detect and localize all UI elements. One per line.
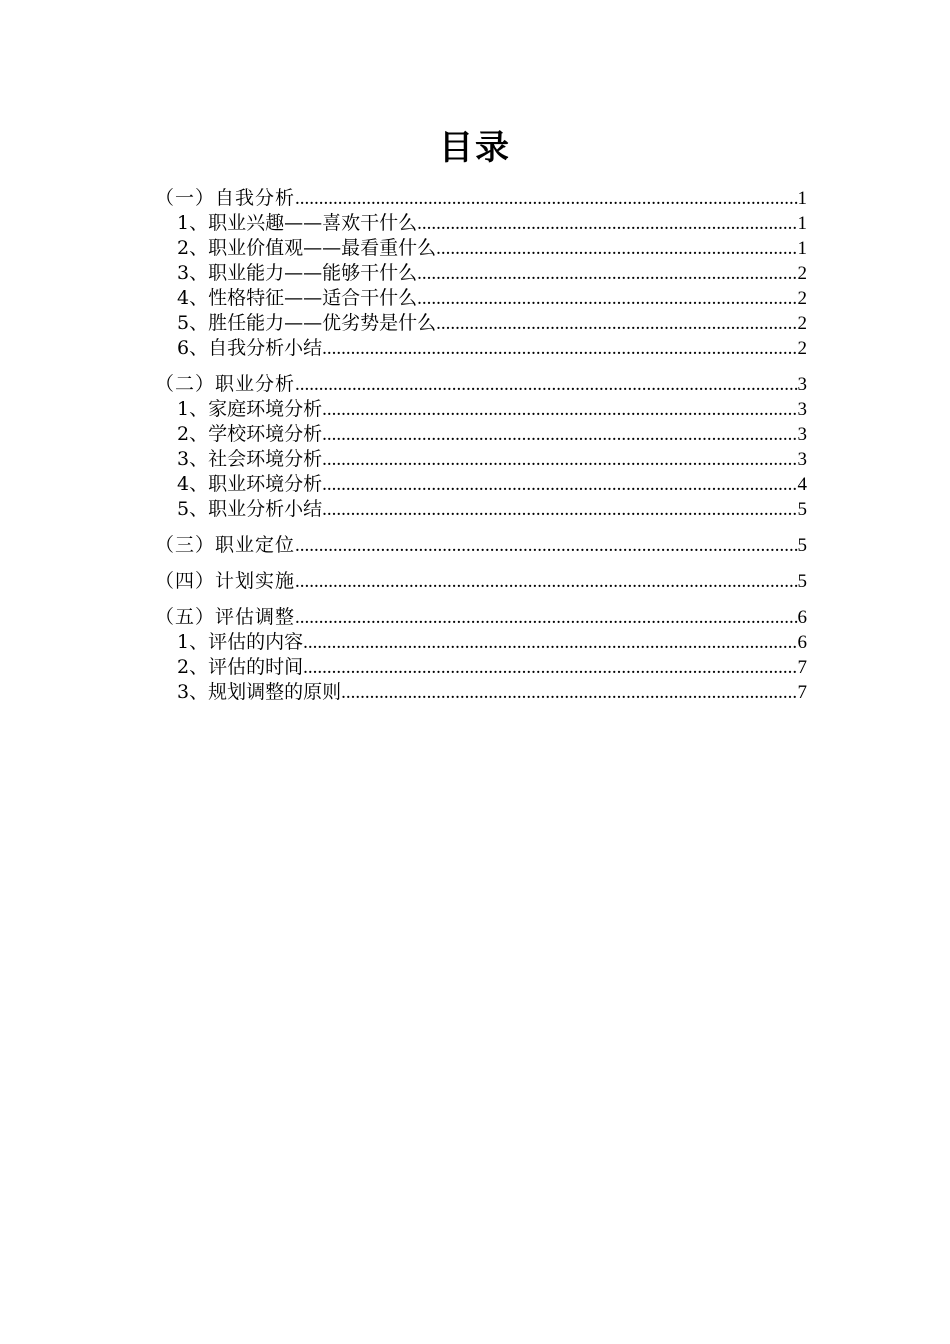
toc-subsection-label: 3、职业能力——能够干什么 (177, 262, 418, 284)
toc-page-number: 1 (797, 188, 807, 209)
toc-subsection[interactable] (155, 680, 807, 705)
toc-page-number: 2 (797, 288, 807, 309)
toc-subsection-label: 4、职业环境分析 (177, 473, 323, 495)
dot-leader (341, 680, 797, 705)
dot-leader (417, 261, 797, 286)
dot-leader (322, 422, 797, 447)
dot-leader (295, 605, 797, 630)
toc-subsection[interactable] (155, 630, 807, 655)
page-title: 目录 (439, 128, 511, 168)
dot-leader (295, 372, 797, 397)
toc-subsection-label: 2、评估的时间 (177, 656, 304, 678)
toc-section[interactable] (155, 372, 807, 397)
toc-subsection-label: 5、胜任能力——优劣势是什么 (177, 312, 437, 334)
toc-subsection-label: 2、学校环境分析 (177, 423, 323, 445)
toc-subsection[interactable] (155, 447, 807, 472)
toc-subsection[interactable] (155, 397, 807, 422)
toc-subsection[interactable] (155, 286, 807, 311)
toc-section-label: （五）评估调整 (155, 606, 296, 628)
toc-subsection[interactable] (155, 336, 807, 361)
toc-section[interactable] (155, 186, 807, 211)
toc-subsection-label: 1、评估的内容 (177, 631, 304, 653)
table-of-contents (155, 186, 807, 705)
dot-leader (303, 655, 797, 680)
toc-subsection[interactable] (155, 261, 807, 286)
toc-page-number: 3 (797, 374, 807, 395)
toc-page-number: 3 (797, 399, 807, 420)
dot-leader (322, 397, 797, 422)
toc-subsection[interactable] (155, 422, 807, 447)
toc-section[interactable] (155, 605, 807, 630)
dot-leader (295, 186, 797, 211)
toc-page-number: 6 (797, 632, 807, 653)
toc-subsection[interactable] (155, 655, 807, 680)
dot-leader (322, 497, 797, 522)
toc-subsection[interactable] (155, 497, 807, 522)
toc-section[interactable] (155, 569, 807, 594)
toc-page-number: 3 (797, 449, 807, 470)
dot-leader (295, 533, 797, 558)
dot-leader (295, 569, 797, 594)
dot-leader (417, 211, 797, 236)
toc-subsection-label: 4、性格特征——适合干什么 (177, 287, 418, 309)
toc-subsection[interactable] (155, 472, 807, 497)
toc-subsection-label: 6、自我分析小结 (177, 337, 323, 359)
toc-section-label: （二）职业分析 (155, 373, 296, 395)
toc-page-number: 1 (797, 238, 807, 259)
toc-page-number: 7 (797, 682, 807, 703)
toc-page-number: 4 (797, 474, 807, 495)
toc-page-number: 6 (797, 607, 807, 628)
dot-leader (436, 236, 797, 261)
toc-page-number: 2 (797, 263, 807, 284)
toc-subsection-label: 5、职业分析小结 (177, 498, 323, 520)
toc-page-number: 5 (797, 499, 807, 520)
toc-subsection[interactable] (155, 236, 807, 261)
toc-page-number: 2 (797, 338, 807, 359)
dot-leader (322, 447, 797, 472)
toc-subsection-label: 1、家庭环境分析 (177, 398, 323, 420)
toc-page-number: 5 (797, 535, 807, 556)
toc-page-number: 5 (797, 571, 807, 592)
toc-subsection-label: 3、社会环境分析 (177, 448, 323, 470)
toc-page-number: 7 (797, 657, 807, 678)
toc-subsection[interactable] (155, 311, 807, 336)
dot-leader (436, 311, 797, 336)
dot-leader (303, 630, 797, 655)
toc-subsection[interactable] (155, 211, 807, 236)
toc-page-number: 2 (797, 313, 807, 334)
dot-leader (322, 472, 797, 497)
toc-page-number: 1 (797, 213, 807, 234)
toc-page-number: 3 (797, 424, 807, 445)
toc-subsection-label: 2、职业价值观——最看重什么 (177, 237, 437, 259)
toc-subsection-label: 3、规划调整的原则 (177, 681, 342, 703)
toc-section-label: （四）计划实施 (155, 570, 296, 592)
toc-section[interactable] (155, 533, 807, 558)
toc-section-label: （一）自我分析 (155, 187, 296, 209)
toc-subsection-label: 1、职业兴趣——喜欢干什么 (177, 212, 418, 234)
dot-leader (417, 286, 797, 311)
toc-section-label: （三）职业定位 (155, 534, 296, 556)
dot-leader (322, 336, 797, 361)
